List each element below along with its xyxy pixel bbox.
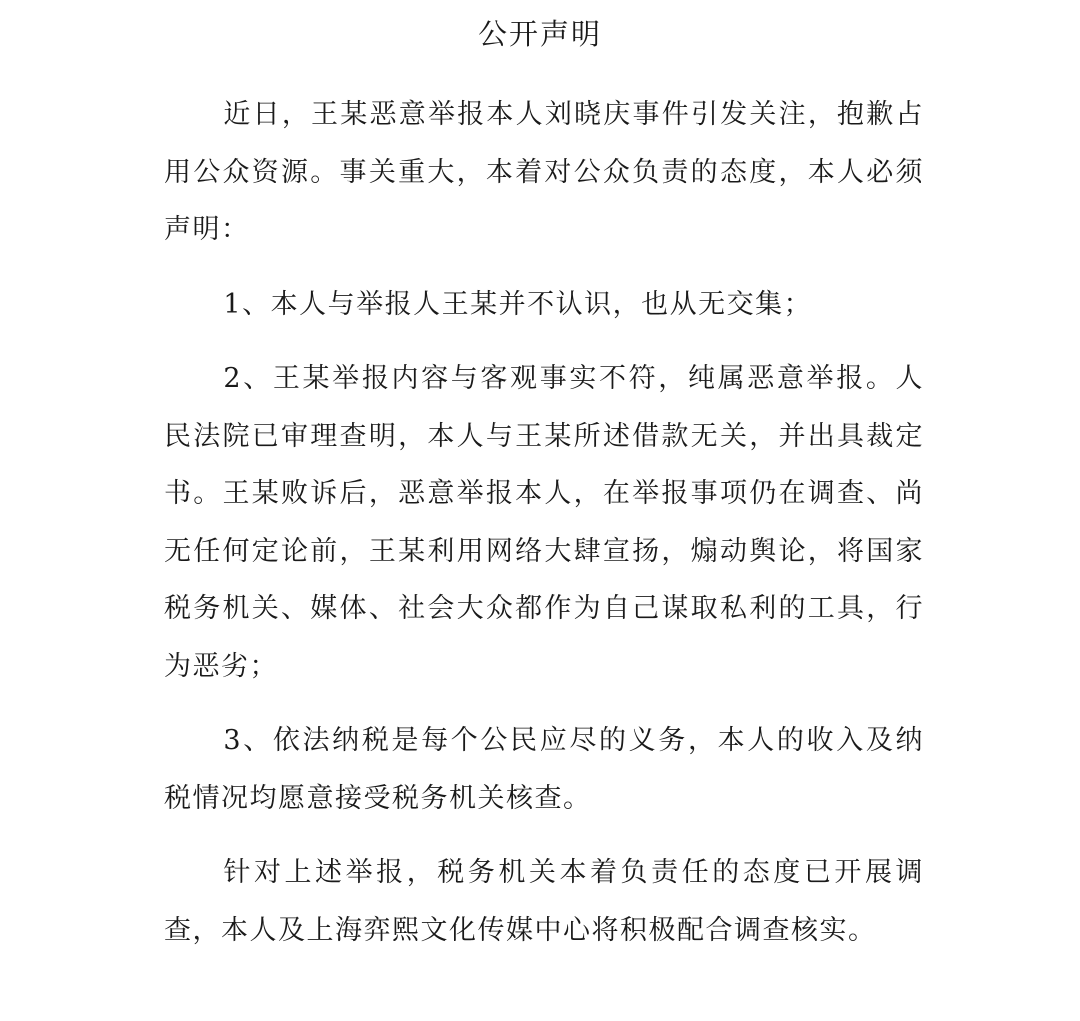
paragraph-closing: 针对上述举报，税务机关本着负责任的态度已开展调查，本人及上海弈熙文化传媒中心将积极配合调查核实。 (164, 857, 924, 946)
paragraph-intro: 近日，王某恶意举报本人刘晓庆事件引发关注，抱歉占用公众资源。事关重大，本着对公众负责的态度，本人必须声明： (164, 99, 924, 245)
paragraph-point-2: 2、王某举报内容与客观事实不符，纯属恶意举报。人民法院已审理查明，本人与王某所述借款无关，并出具裁定书。王某败诉后，恶意举报本人，在举报事项仍在调查、尚无任何定论前，王某利用网络大肆宣扬，煽动舆论，将国家税务机关、媒体、社会大众都作为自己谋取私利的工具，行为恶劣； (164, 363, 924, 682)
document-body (164, 86, 924, 959)
paragraph-point-1: 1、本人与举报人王某并不认识，也从无交集； (223, 288, 813, 320)
paragraph-point-3: 3、依法纳税是每个公民应尽的义务，本人的收入及纳税情况均愿意接受税务机关核查。 (164, 725, 924, 814)
document-title: 公开声明 (477, 17, 602, 51)
